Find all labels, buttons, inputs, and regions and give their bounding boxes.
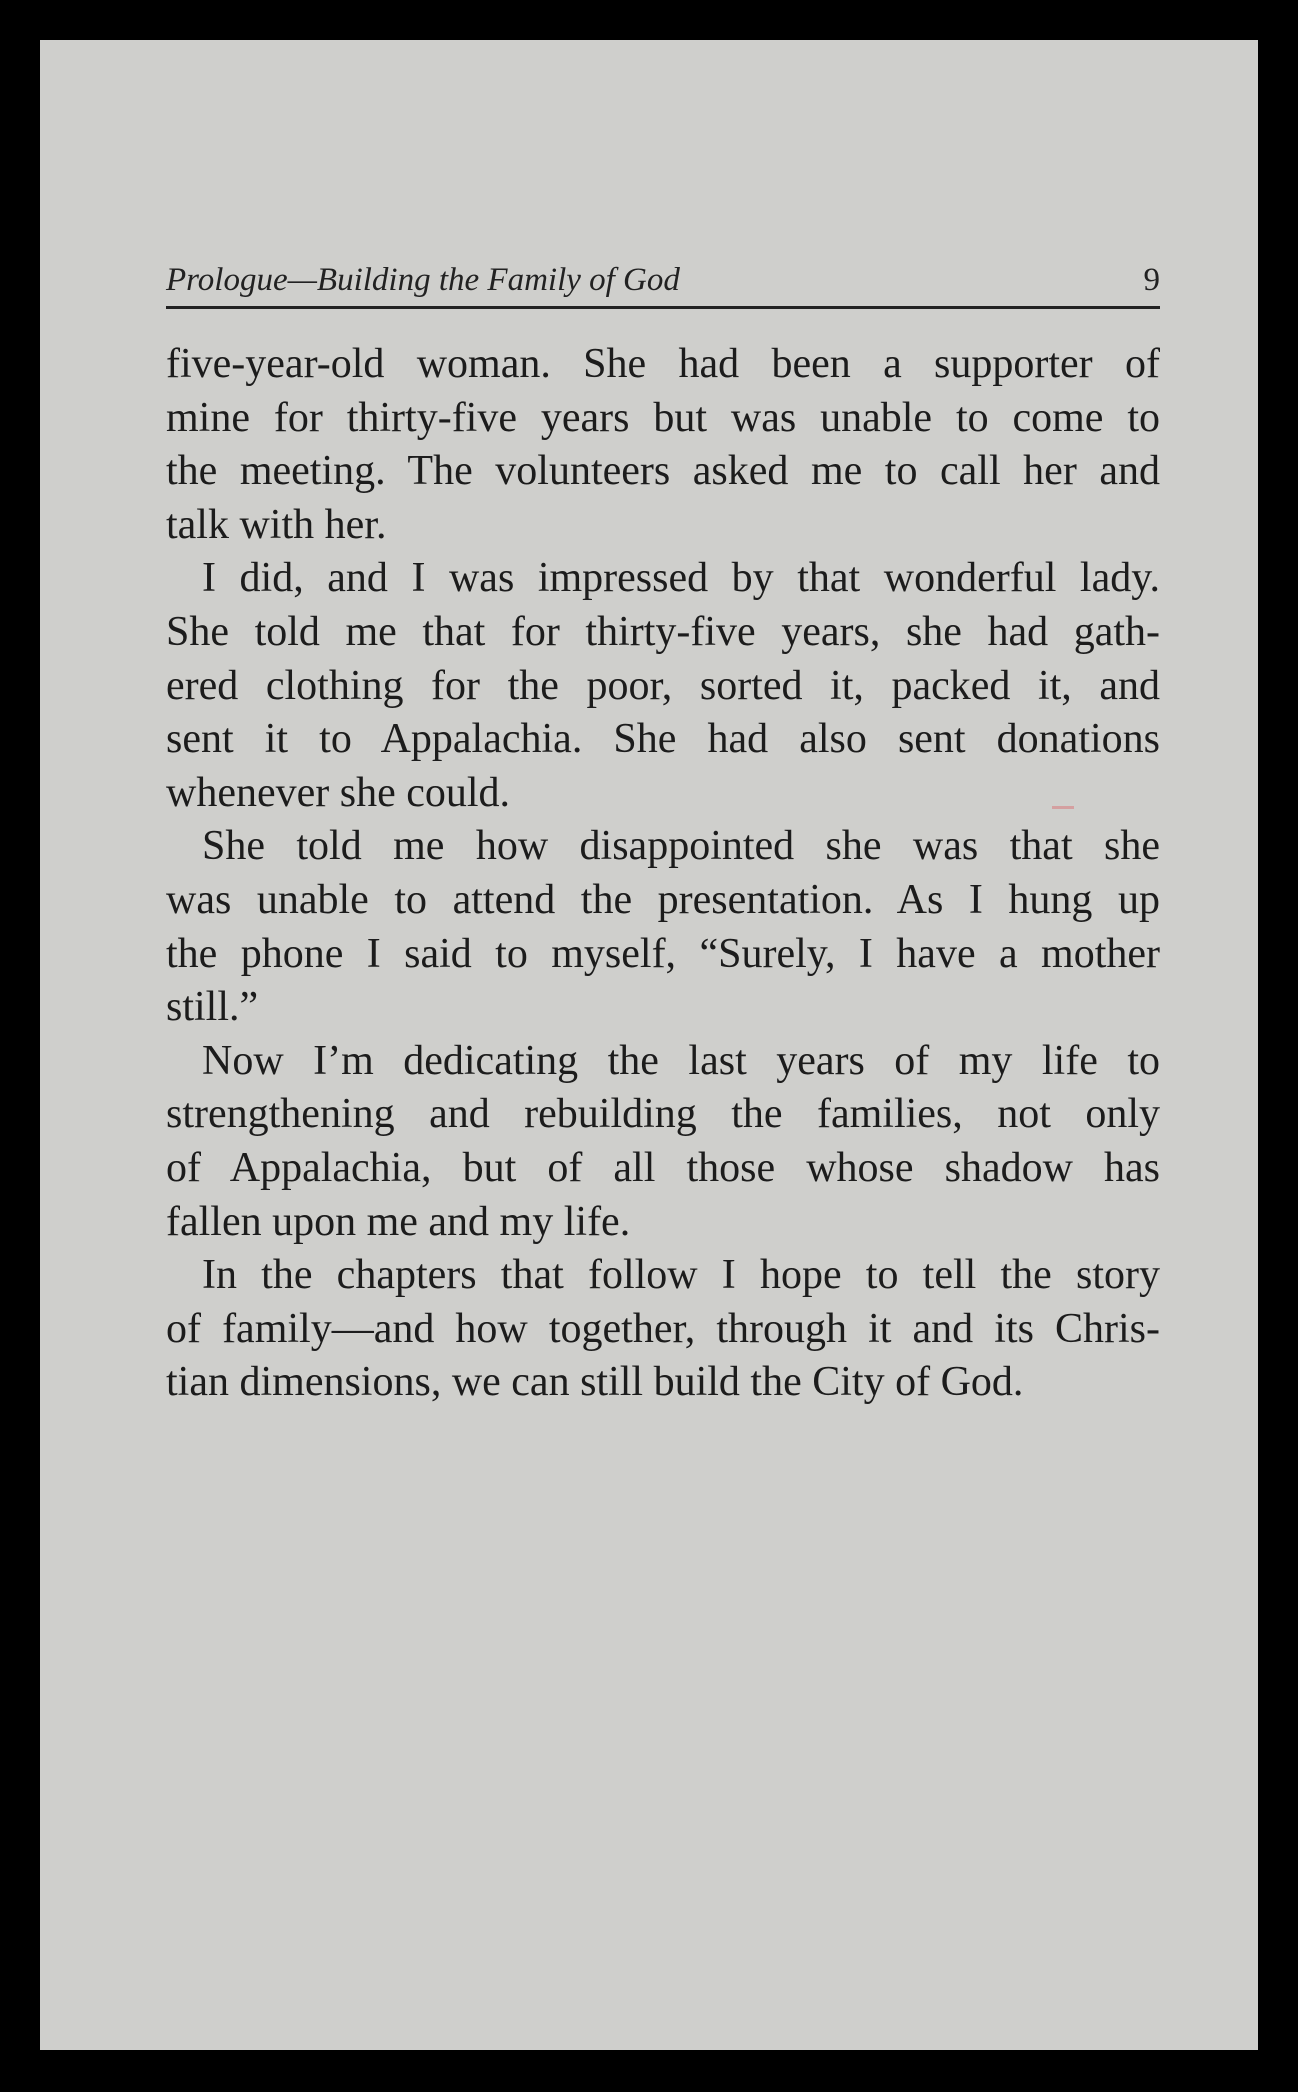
text-line: of Appalachia, but of all those whose shadow has (166, 1144, 1160, 1191)
text-line: Now I’m dedicating the last years of my life to (202, 1037, 1160, 1084)
running-header (166, 262, 1160, 309)
text-line: tian dimensions, we can still build the City of God. (166, 1359, 1024, 1406)
page-number: 9 (1143, 262, 1160, 298)
paragraph (166, 820, 1160, 1034)
text-line: still.” (166, 984, 259, 1031)
text-line: mine for thirty-five years but was unable to come to (166, 394, 1160, 441)
paragraph (166, 1035, 1160, 1249)
text-line: whenever she could. (166, 769, 511, 816)
text-line: She told me how disappointed she was that she (202, 823, 1160, 870)
text-line: talk with her. (166, 501, 387, 548)
text-line: of family—and how together, through it and its Chris- (166, 1305, 1160, 1352)
text-line: She told me that for thirty-five years, she had gath- (166, 608, 1160, 655)
text-line: ered clothing for the poor, sorted it, packed it, and (166, 662, 1160, 709)
paragraph (166, 1249, 1160, 1410)
text-line: the meeting. The volunteers asked me to call her and (166, 448, 1160, 495)
text-line: five-year-old woman. She had been a supporter of (166, 341, 1160, 387)
text-line: the phone I said to myself, “Surely, I have a mother (166, 930, 1160, 977)
text-line: In the chapters that follow I hope to tell the story (202, 1252, 1160, 1299)
body-text (166, 338, 1160, 1410)
running-title: Prologue—Building the Family of God (166, 262, 680, 298)
text-line: fallen upon me and my life. (166, 1198, 631, 1245)
text-line: strengthening and rebuilding the families, not only (166, 1091, 1160, 1138)
paragraph (166, 552, 1160, 820)
text-line: I did, and I was impressed by that wonderful lady. (202, 555, 1160, 602)
text-line: was unable to attend the presentation. As I hung up (166, 876, 1160, 923)
pencil-mark (1052, 806, 1074, 809)
text-line: sent it to Appalachia. She had also sent donations (166, 716, 1160, 763)
paragraph (166, 338, 1160, 552)
